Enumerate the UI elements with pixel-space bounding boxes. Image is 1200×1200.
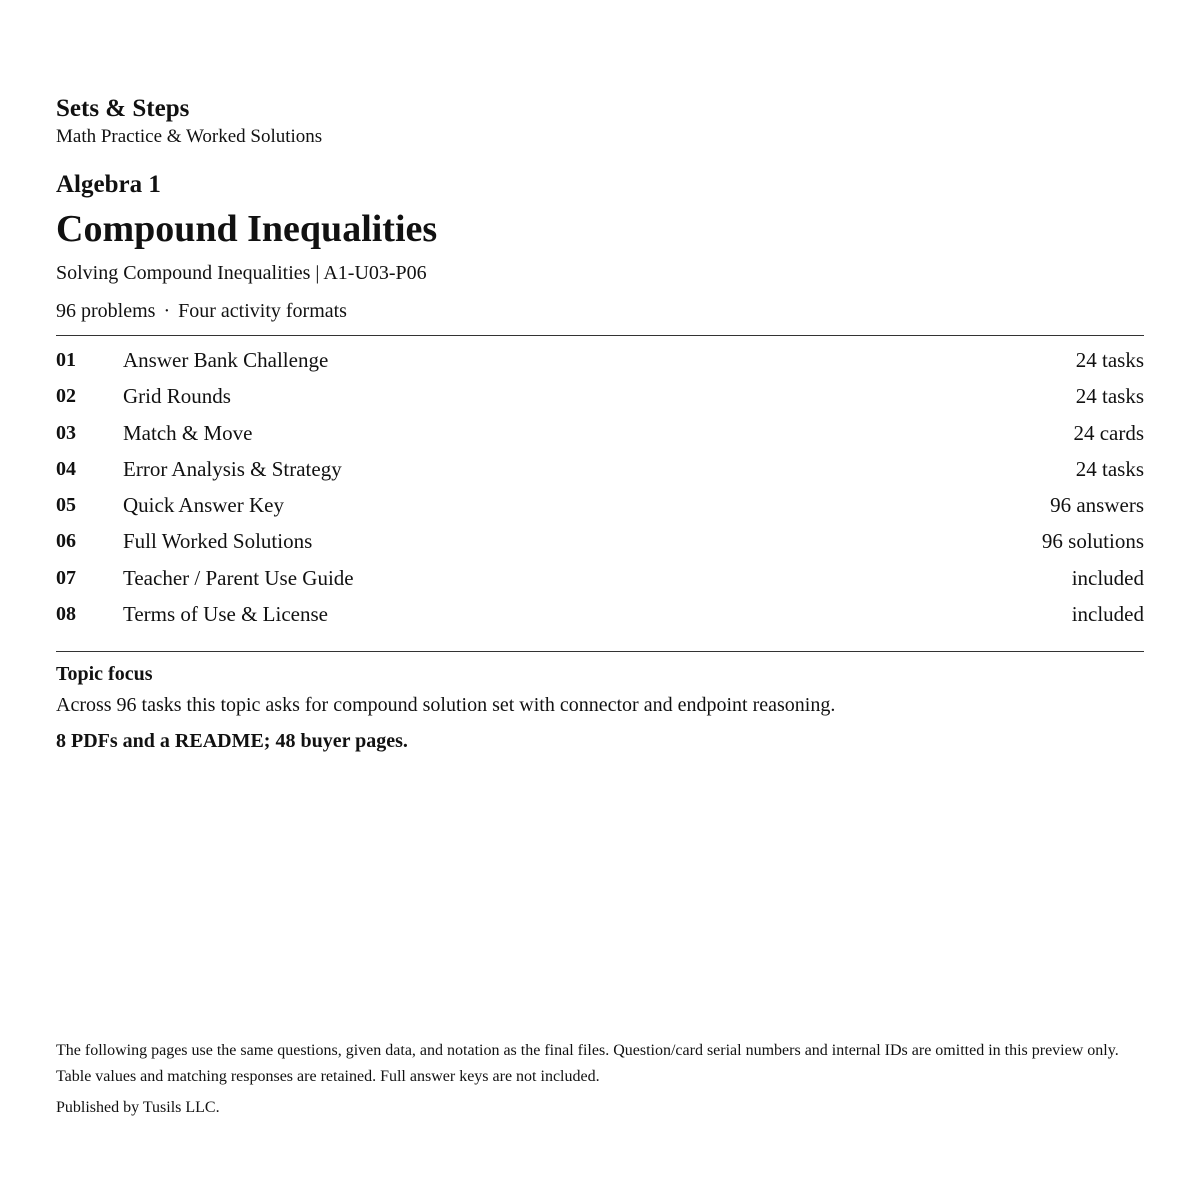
contents-label: Teacher / Parent Use Guide [123,565,354,590]
divider-bottom [56,651,1144,652]
contents-label: Match & Move [123,420,253,445]
contents-count: included [1071,565,1144,590]
contents-number: 03 [56,421,76,444]
format-count: Four activity formats [178,300,347,322]
contents-label: Error Analysis & Strategy [123,456,342,481]
contents-label: Quick Answer Key [123,493,284,518]
contents-count: 24 tasks [1075,456,1144,481]
contents-count: 24 tasks [1075,348,1144,372]
separator-dot: · [163,300,171,322]
problem-count: 96 problems [56,300,156,322]
publisher-line: Published by Tusils LLC. [56,1099,220,1116]
contents-label: Terms of Use & License [123,602,328,627]
contents-number: 05 [56,494,76,517]
contents-count: included [1071,602,1144,627]
contents-number: 08 [56,603,76,626]
contents-label: Full Worked Solutions [123,529,313,554]
document-page [56,0,1144,1200]
topic-focus-text: Across 96 tasks this topic asks for compound solution set with connector and endpoint reasoning. [56,694,836,716]
contents-number: 02 [56,385,76,408]
contents-number: 07 [56,566,76,589]
contents-row [56,451,1144,487]
contents-row [56,560,1144,596]
contents-number: 01 [56,349,76,371]
bundle-summary: 8 PDFs and a README; 48 buyer pages. [56,730,408,752]
page-subtitle: Solving Compound Inequalities | A1-U03-P06 [56,262,427,284]
contents-number: 06 [56,530,76,553]
topic-focus-heading: Topic focus [56,663,153,685]
summary-line [56,298,347,324]
contents-row [56,415,1144,451]
contents-label: Grid Rounds [123,384,231,409]
contents-label: Answer Bank Challenge [123,348,329,372]
divider-top [56,335,1144,336]
contents-number: 04 [56,457,76,480]
brand-name: Sets & Steps [56,95,190,122]
contents-count: 96 answers [1050,493,1144,518]
brand-tagline: Math Practice & Worked Solutions [56,126,323,147]
contents-row [56,596,1144,632]
page-title: Compound Inequalities [56,208,438,250]
course-name: Algebra 1 [56,171,161,198]
contents-row [56,342,1144,378]
contents-row [56,523,1144,559]
preview-disclaimer: The following pages use the same questions, given data, and notation as the final files. Question/card serial numbers and internal IDs are omitted in this preview only. Table values and matching responses are retained. Full answer keys are not included. [56,1042,1119,1085]
contents-count: 24 tasks [1075,384,1144,409]
contents-list [56,342,1144,632]
contents-count: 96 solutions [1041,529,1144,554]
contents-row [56,378,1144,414]
contents-count: 24 cards [1073,420,1144,445]
contents-row [56,487,1144,523]
